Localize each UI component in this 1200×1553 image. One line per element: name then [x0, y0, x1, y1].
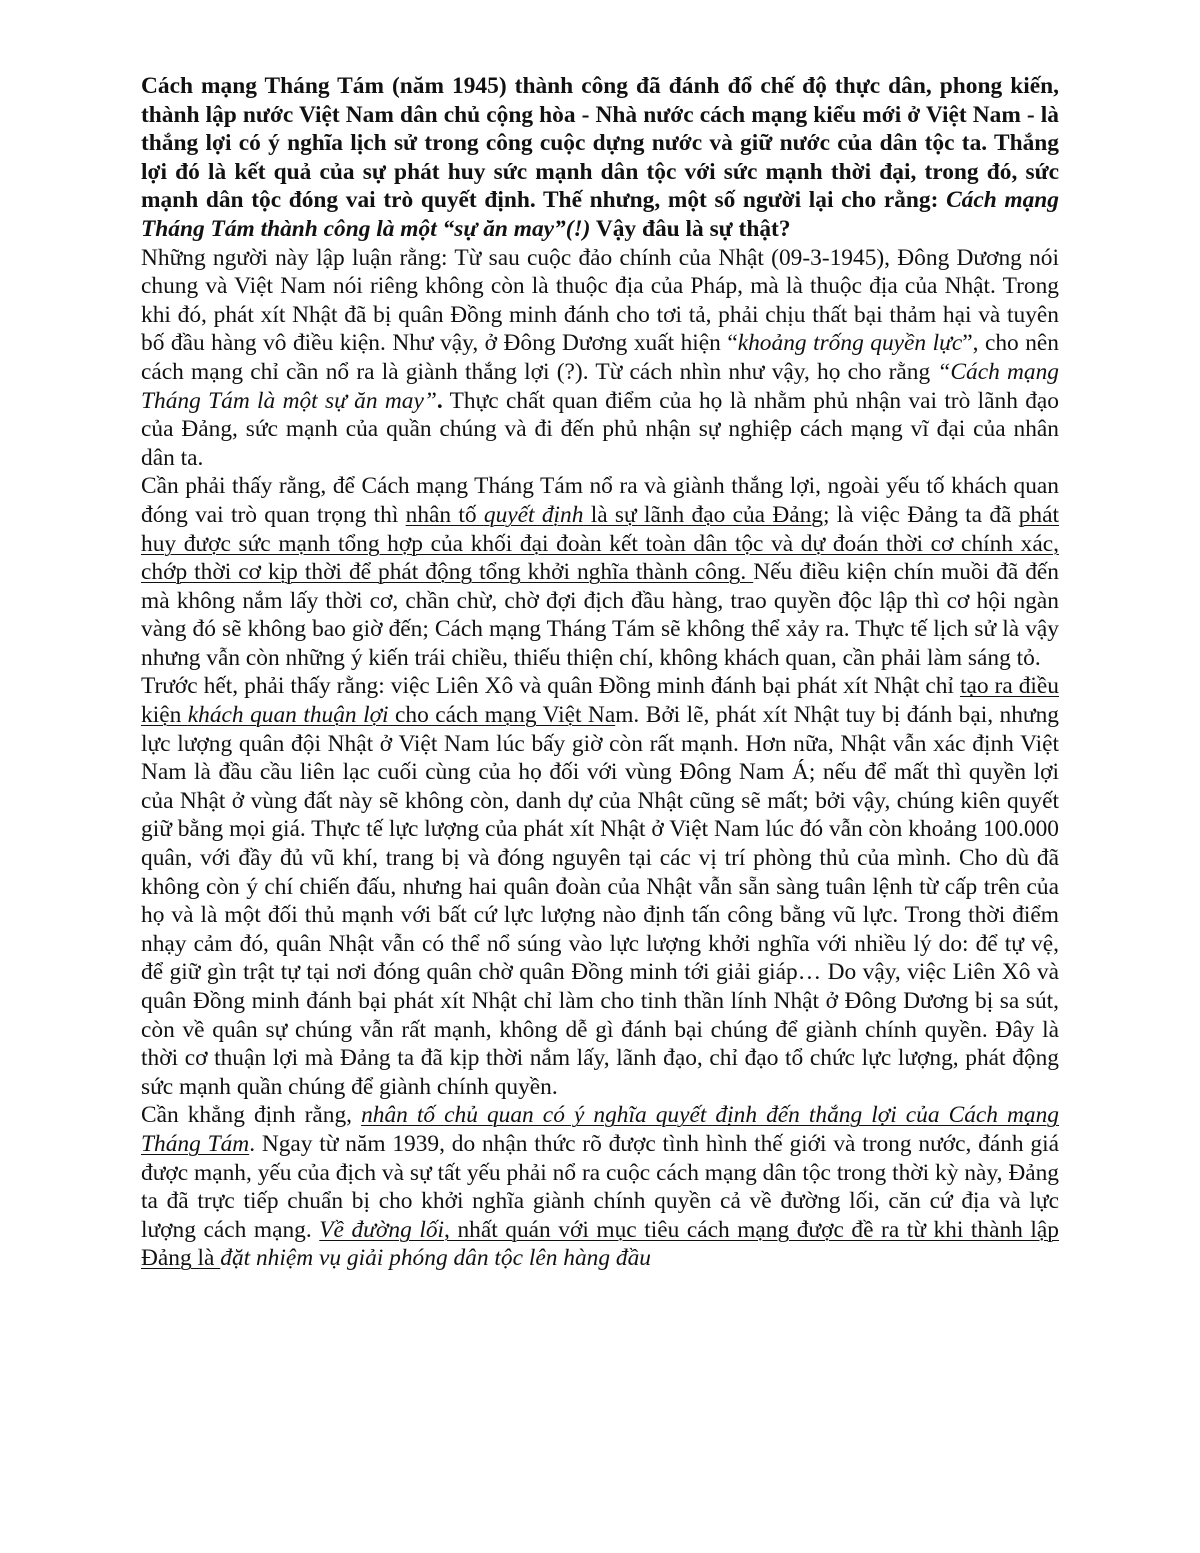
paragraph-argument	[141, 244, 1059, 473]
paragraph-rebuttal	[141, 472, 1059, 672]
underlined-run: phát huy được sức mạnh tổng hợp của khối đại đoàn kết toàn dân tộc và dự đoán thời cơ chính xác, chớp thời cơ kịp thời để phát động tổng khởi nghĩa thành công.	[141, 501, 1060, 586]
text-run: ; là việc Đảng ta đã	[823, 501, 1019, 528]
underlined-italic-run: Về đường lối	[319, 1216, 445, 1243]
text-run: Cần khẳng định rằng,	[141, 1102, 362, 1129]
underlined-italic-run: quyết định	[483, 501, 584, 528]
text-run: Những người này lập luận rằng: Từ sau cuộc đảo chính của Nhật (09-3-1945), Đông Dương nói chung và Việt Nam nói riêng không còn là thuộc địa của Pháp, mà là thuộc địa của Nhật. Trong khi đó, phát xít Nhật đã bị quân Đồng minh đánh cho tơi tả, phải chịu thất bại thảm hại và tuyên bố đầu hàng vô điều kiện. Như vậy, ở Đông Dương xuất hiện “	[141, 244, 1059, 357]
text-run: Nếu điều kiện chín muồi đã đến mà không nắm lấy thời cơ, chần chừ, chờ đợi địch đầu hàng, trao quyền độc lập thì cơ hội ngàn vàng đó sẽ không bao giờ đến; Cách mạng Tháng Tám sẽ không thể xảy ra. Thực tế lịch sử là vậy nhưng vẫn còn những ý kiến trái chiều, thiếu thiện chí, không khách quan, cần phải làm sáng tỏ.	[141, 559, 1059, 671]
underlined-run: , nhất quán với mục tiêu cách mạng được đề ra từ khi thành lập Đảng là	[141, 1216, 1060, 1272]
underlined-run: cho cách mạng Việt Na	[388, 702, 616, 729]
text-run: m. Bởi lẽ, phát xít Nhật tuy bị đánh bại, nhưng lực lượng quân đội Nhật ở Việt Nam lúc bấy giờ còn rất mạnh. Hơn nữa, Nhật vẫn xác định Việt Nam là đầu cầu liên lạc cuối cùng của họ đối với vùng Đông Nam Á; nếu để mất thì quyền lợi của Nhật ở vùng đất này sẽ không còn, danh dự của Nhật cũng sẽ mất; bởi vậy, chúng kiên quyết giữ bằng mọi giá. Thực tế lực lượng của phát xít Nhật ở Việt Nam lúc đó vẫn còn khoảng 100.000 quân, với đầy đủ vũ khí, trang bị và đóng nguyên tại các vị trí phòng thủ của mình. Cho dù đã không còn ý chí chiến đấu, nhưng hai quân đoàn của Nhật vẫn sẵn sàng tuân lệnh từ cấp trên của họ và là một đối thủ mạnh với bất cứ lực lượng nào định tấn công bằng vũ lực. Trong thời điểm nhạy cảm đó, quân Nhật vẫn có thể nổ súng vào lực lượng khởi nghĩa với nhiều lý do: để tự vệ, để giữ gìn trật tự tại nơi đóng quân chờ quân Đồng minh tới giải giáp… Do vậy, việc Liên Xô và quân Đồng minh đánh bại phát xít Nhật chỉ làm cho tinh thần lính Nhật ở Đông Dương bị sa sút, còn về quân sự chúng vẫn rất mạnh, không dễ gì đánh bại chúng để giành chính quyền. Đây là thời cơ thuận lợi mà Đảng ta đã kịp thời nắm lấy, lãnh đạo, chỉ đạo tổ chức lực lượng, phát động sức mạnh quần chúng để giành chính quyền.	[141, 702, 1059, 1100]
paragraph-subjective-factor	[141, 1101, 1059, 1273]
underlined-italic-run: nhân tố chủ quan có ý nghĩa quyết định đến thắng lợi của Cách mạng Tháng Tám	[141, 1102, 1059, 1157]
italic-run: đặt nhiệm vụ giải phóng dân tộc lên hàng đầu	[220, 1245, 651, 1272]
paragraph-first-point	[141, 672, 1059, 1101]
italic-run: khoảng trống quyền lực	[737, 330, 963, 357]
bold-period: .	[436, 387, 443, 414]
underlined-run: là sự lãnh đạo của Đảng	[583, 501, 824, 528]
text-run: ”, cho nên cách mạng chỉ cần nổ ra là giành thắng lợi (?). Từ cách nhìn như vậy, họ cho rằng	[141, 330, 1059, 385]
text-run: Thực chất quan điểm của họ là nhằm phủ nhận vai trò lãnh đạo của Đảng, sức mạnh của quần chúng và đi đến phủ nhận sự nghiệp cách mạng vĩ đại của nhân dân ta.	[141, 387, 1059, 471]
text-run: . Ngay từ năm 1939, do nhận thức rõ được tình hình thế giới và trong nước, đánh giá được mạnh, yếu của địch và sự tất yếu phải nổ ra cuộc cách mạng dân tộc trong thời kỳ này, Đảng ta đã trực tiếp chuẩn bị cho khởi nghĩa giành chính quyền cả về đường lối, căn cứ địa và lực lượng cách mạng.	[141, 1130, 1059, 1243]
intro-bold-text: Cách mạng Tháng Tám (năm 1945) thành công đã đánh đổ chế độ thực dân, phong kiến, thành lập nước Việt Nam dân chủ cộng hòa - Nhà nước cách mạng kiểu mới ở Việt Nam - là thắng lợi có ý nghĩa lịch sử trong công cuộc dựng nước và giữ nước của dân tộc ta. Thắng lợi đó là kết quả của sự phát huy sức mạnh dân tộc với sức mạnh thời đại, trong đó, sức mạnh dân tộc đóng vai trò quyết định. Thế nhưng, một số người lại cho rằng:	[141, 73, 1059, 214]
paragraph-intro	[141, 72, 1059, 244]
underlined-italic-run: khách quan thuận lợi	[187, 702, 389, 729]
document-page	[141, 72, 1059, 1273]
intro-question: Vậy đâu là sự thật?	[590, 215, 791, 242]
underlined-run: nhân tố	[405, 501, 484, 528]
intro-bold-italic-quote: Cách mạng Tháng Tám thành công là một “sự ăn may”(!)	[141, 187, 1059, 242]
text-run: Trước hết, phải thấy rằng: việc Liên Xô và quân Đồng minh đánh bại phát xít Nhật chỉ	[141, 673, 960, 700]
italic-quote: “Cách mạng Tháng Tám là một sự ăn may”	[141, 358, 1059, 414]
text-run: Cần phải thấy rằng, để Cách mạng Tháng Tám nổ ra và giành thắng lợi, ngoài yếu tố khách quan đóng vai trò quan trọng thì	[141, 473, 1059, 528]
underlined-run: tạo ra điều kiện	[141, 673, 1059, 729]
